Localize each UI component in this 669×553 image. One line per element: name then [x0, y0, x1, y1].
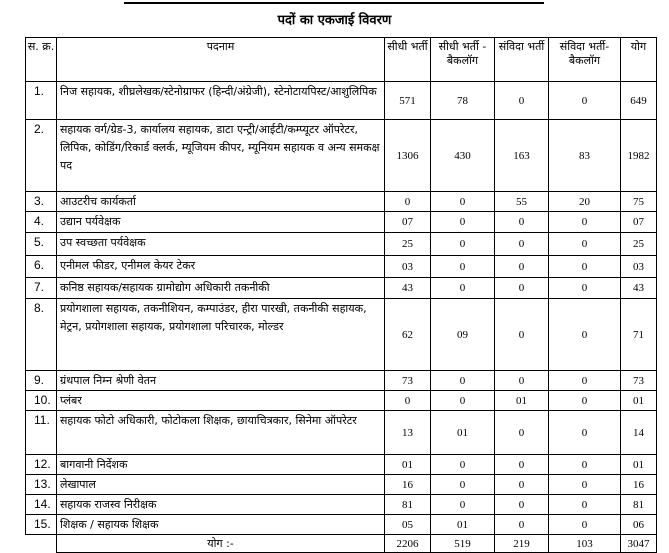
row-total: 07	[621, 212, 657, 233]
row-contract-backlog: 0	[549, 82, 621, 120]
row-sn: 3.	[26, 192, 57, 212]
table-row	[26, 256, 657, 278]
header-direct: सीधी भर्ती	[385, 38, 431, 82]
row-direct-backlog: 0	[431, 233, 495, 256]
row-contract-backlog: 0	[549, 371, 621, 391]
row-direct: 43	[385, 278, 431, 299]
table-row	[26, 515, 657, 535]
row-direct: 0	[385, 391, 431, 411]
table-row	[26, 299, 657, 371]
header-post: पदनाम	[57, 38, 385, 82]
row-direct-backlog: 430	[431, 120, 495, 192]
row-total: 25	[621, 233, 657, 256]
row-contract-backlog: 0	[549, 455, 621, 475]
header-contract: संविदा भर्ती	[495, 38, 549, 82]
row-sn: 9.	[26, 371, 57, 391]
row-contract: 0	[495, 371, 549, 391]
table-row	[26, 192, 657, 212]
row-sn: 12.	[26, 455, 57, 475]
row-direct-backlog: 0	[431, 278, 495, 299]
top-rule	[124, 2, 544, 4]
row-contract-backlog: 0	[549, 299, 621, 371]
row-total: 16	[621, 475, 657, 495]
row-post: उप स्वच्छता पर्यवेक्षक	[57, 233, 385, 256]
row-direct-backlog: 0	[431, 256, 495, 278]
row-contract: 0	[495, 411, 549, 455]
row-direct: 03	[385, 256, 431, 278]
table-row	[26, 278, 657, 299]
totals-row	[26, 535, 657, 553]
totals-contract: 219	[495, 535, 549, 553]
table-row	[26, 495, 657, 515]
row-contract: 163	[495, 120, 549, 192]
table-row	[26, 475, 657, 495]
row-contract: 0	[495, 495, 549, 515]
row-direct-backlog: 0	[431, 212, 495, 233]
row-sn: 10.	[26, 391, 57, 411]
row-post: प्रयोगशाला सहायक, तकनीशियन, कम्पाउंडर, हीरा पारखी, तकनीकी सहायक, मेट्रन, प्रयोगशाला सहायक, प्रयोगशाला परिचारक, मोल्डर	[57, 299, 385, 371]
table-row	[26, 455, 657, 475]
row-post: शिक्षक / सहायक शिक्षक	[57, 515, 385, 535]
totals-spacer	[26, 535, 57, 553]
table-row	[26, 120, 657, 192]
row-direct: 05	[385, 515, 431, 535]
row-sn: 7.	[26, 278, 57, 299]
row-sn: 4.	[26, 212, 57, 233]
table-row	[26, 82, 657, 120]
row-sn: 13.	[26, 475, 57, 495]
row-post: कनिष्ठ सहायक/सहायक ग्रामोद्योग अधिकारी तकनीकी	[57, 278, 385, 299]
header-total: योग	[621, 38, 657, 82]
row-post: सहायक राजस्व निरीक्षक	[57, 495, 385, 515]
row-direct: 0	[385, 192, 431, 212]
totals-direct-backlog: 519	[431, 535, 495, 553]
row-direct-backlog: 0	[431, 475, 495, 495]
row-post: निज सहायक, शीघ्रलेखक/स्टेनोग्राफर (हिन्दी/अंग्रेजी), स्टेनोटायपिस्ट/आशुलिपिक	[57, 82, 385, 120]
row-total: 73	[621, 371, 657, 391]
row-total: 649	[621, 82, 657, 120]
row-contract-backlog: 0	[549, 495, 621, 515]
row-sn: 8.	[26, 299, 57, 371]
row-sn: 5.	[26, 233, 57, 256]
row-post: आउटरीच कार्यकर्ता	[57, 192, 385, 212]
row-contract: 0	[495, 455, 549, 475]
row-post: उद्यान पर्यवेक्षक	[57, 212, 385, 233]
row-contract: 55	[495, 192, 549, 212]
row-direct: 1306	[385, 120, 431, 192]
totals-total: 3047	[621, 535, 657, 553]
row-contract-backlog: 0	[549, 391, 621, 411]
row-contract: 0	[495, 299, 549, 371]
row-direct-backlog: 09	[431, 299, 495, 371]
row-direct-backlog: 0	[431, 495, 495, 515]
row-direct-backlog: 01	[431, 515, 495, 535]
row-total: 43	[621, 278, 657, 299]
row-direct: 01	[385, 455, 431, 475]
totals-contract-backlog: 103	[549, 535, 621, 553]
row-direct: 13	[385, 411, 431, 455]
row-direct-backlog: 01	[431, 411, 495, 455]
row-direct: 81	[385, 495, 431, 515]
header-contract-backlog: संविदा भर्ती- बैकलॉग	[549, 38, 621, 82]
row-total: 03	[621, 256, 657, 278]
row-contract-backlog: 0	[549, 278, 621, 299]
row-direct: 62	[385, 299, 431, 371]
row-contract-backlog: 0	[549, 212, 621, 233]
row-total: 01	[621, 455, 657, 475]
row-direct: 07	[385, 212, 431, 233]
totals-label: योग :-	[57, 535, 385, 553]
row-contract: 0	[495, 82, 549, 120]
row-direct: 73	[385, 371, 431, 391]
row-direct: 25	[385, 233, 431, 256]
table-row	[26, 212, 657, 233]
row-total: 81	[621, 495, 657, 515]
row-direct-backlog: 0	[431, 371, 495, 391]
row-contract-backlog: 0	[549, 411, 621, 455]
row-sn: 11.	[26, 411, 57, 455]
row-contract-backlog: 83	[549, 120, 621, 192]
row-sn: 14.	[26, 495, 57, 515]
row-contract-backlog: 0	[549, 256, 621, 278]
row-post: लेखापाल	[57, 475, 385, 495]
row-direct-backlog: 0	[431, 192, 495, 212]
row-post: प्लंबर	[57, 391, 385, 411]
row-sn: 2.	[26, 120, 57, 192]
table-row	[26, 233, 657, 256]
row-direct-backlog: 0	[431, 455, 495, 475]
row-contract-backlog: 20	[549, 192, 621, 212]
row-total: 06	[621, 515, 657, 535]
row-total: 71	[621, 299, 657, 371]
totals-direct: 2206	[385, 535, 431, 553]
row-contract-backlog: 0	[549, 475, 621, 495]
row-total: 1982	[621, 120, 657, 192]
row-contract-backlog: 0	[549, 233, 621, 256]
table-row	[26, 391, 657, 411]
row-post: ग्रंथपाल निम्न श्रेणी वेतन	[57, 371, 385, 391]
row-contract: 0	[495, 233, 549, 256]
row-contract: 0	[495, 475, 549, 495]
row-contract: 0	[495, 256, 549, 278]
row-direct-backlog: 0	[431, 391, 495, 411]
table-row	[26, 411, 657, 455]
row-contract: 0	[495, 515, 549, 535]
posts-table	[25, 37, 657, 553]
row-direct-backlog: 78	[431, 82, 495, 120]
row-contract: 01	[495, 391, 549, 411]
row-post: सहायक फोटो अधिकारी, फोटोकला शिक्षक, छायाचित्रकार, सिनेमा ऑपरेटर	[57, 411, 385, 455]
header-sn: स. क्र.	[26, 38, 57, 82]
header-direct-backlog: सीधी भर्ती - बैकलॉग	[431, 38, 495, 82]
page-title: पदों का एकजाई विवरण	[277, 13, 392, 28]
row-direct: 571	[385, 82, 431, 120]
row-contract: 0	[495, 212, 549, 233]
row-sn: 6.	[26, 256, 57, 278]
row-total: 75	[621, 192, 657, 212]
row-total: 01	[621, 391, 657, 411]
table-row	[26, 371, 657, 391]
row-contract-backlog: 0	[549, 515, 621, 535]
row-sn: 1.	[26, 82, 57, 120]
row-sn: 15.	[26, 515, 57, 535]
row-direct: 16	[385, 475, 431, 495]
row-contract: 0	[495, 278, 549, 299]
header-row	[26, 38, 657, 82]
row-post: एनीमल फीडर, एनीमल केयर टेकर	[57, 256, 385, 278]
row-post: बागवानी निर्देशक	[57, 455, 385, 475]
row-post: सहायक वर्ग/ग्रेड-3, कार्यालय सहायक, डाटा एन्ट्री/आईटी/कम्प्यूटर ऑपरेटर, लिपिक, कोडिंग/रिकार्ड क्लर्क, म्यूजियम कीपर, म्यूनियम सहायक व अन्य समकक्ष पद	[57, 120, 385, 192]
row-total: 14	[621, 411, 657, 455]
